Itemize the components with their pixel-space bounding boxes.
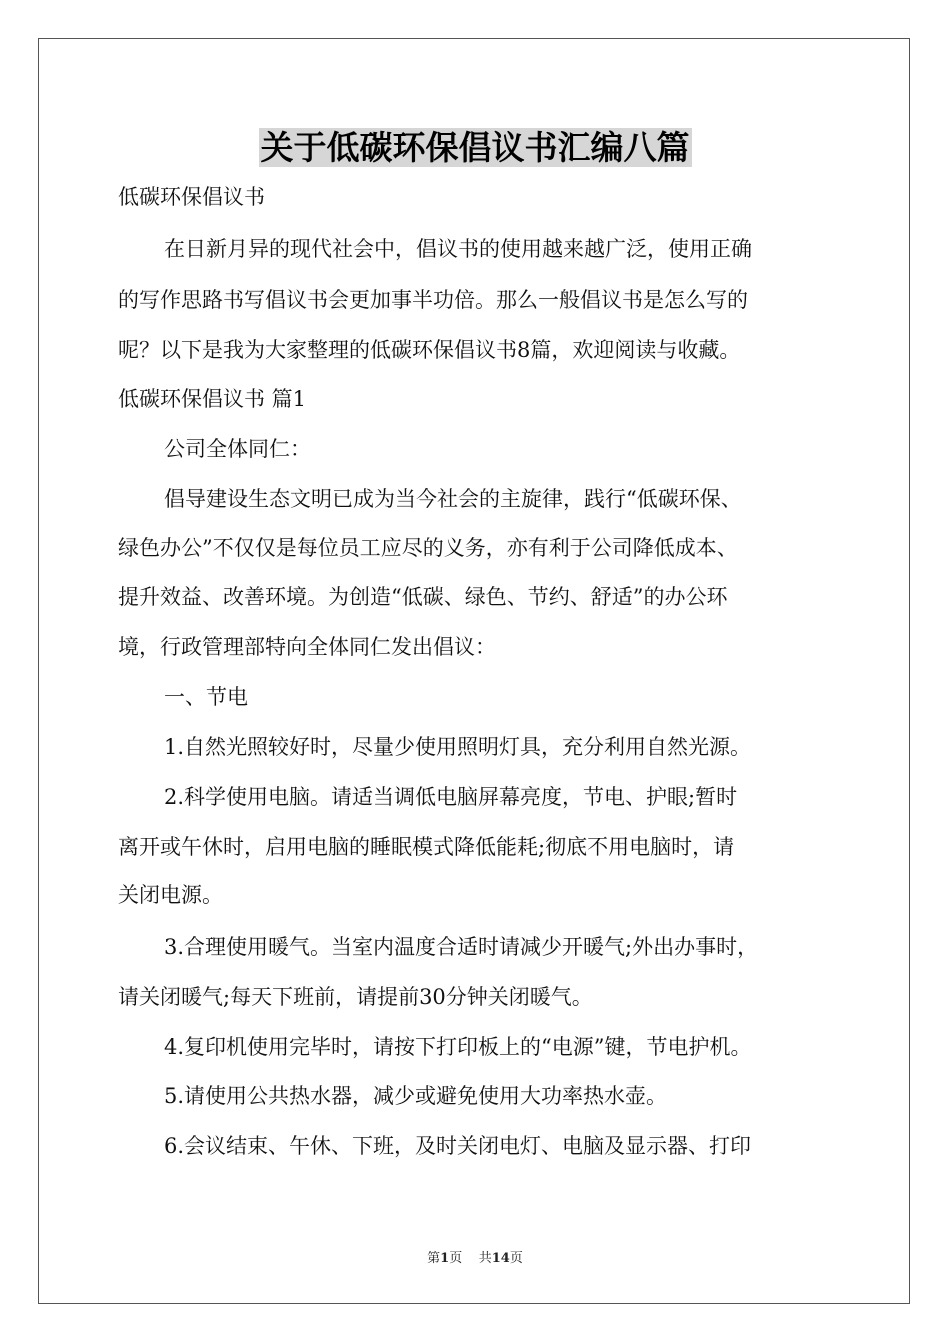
paragraph-line: 2.科学使用电脑。请适当调低电脑屏幕亮度，节电、护眼;暂时 xyxy=(164,785,738,809)
paragraph-line: 3.合理使用暖气。当室内温度合适时请减少开暖气;外出办事时， xyxy=(164,935,759,959)
paragraph-line: 离开或午休时，启用电脑的睡眠模式降低能耗;彻底不用电脑时，请 xyxy=(118,835,735,859)
paragraph-line: 4.复印机使用完毕时，请按下打印板上的“电源”键，节电护机。 xyxy=(164,1035,752,1059)
paragraph-line: 1.自然光照较好时，尽量少使用照明灯具，充分利用自然光源。 xyxy=(164,735,752,759)
total-prefix: 共 xyxy=(478,1251,492,1266)
page-border xyxy=(38,38,910,1304)
page-number: 1 xyxy=(440,1251,450,1266)
paragraph-line: 5.请使用公共热水器，减少或避免使用大功率热水壶。 xyxy=(164,1084,668,1108)
page-footer xyxy=(0,1247,950,1266)
paragraph-line: 低碳环保倡议书 xyxy=(118,185,265,209)
paragraph-line: 请关闭暖气;每天下班前，请提前30分钟关闭暖气。 xyxy=(118,985,593,1009)
paragraph-line: 低碳环保倡议书 篇1 xyxy=(118,387,307,411)
page-total: 14 xyxy=(491,1251,510,1266)
document-title xyxy=(0,124,950,172)
title-text: 关于低碳环保倡议书汇编八篇 xyxy=(260,128,690,167)
page-unit: 页 xyxy=(449,1251,463,1266)
paragraph-line: 绿色办公”不仅仅是每位员工应尽的义务，亦有利于公司降低成本、 xyxy=(118,536,738,560)
paragraph-line: 境，行政管理部特向全体同仁发出倡议： xyxy=(118,635,496,659)
paragraph-line: 关闭电源。 xyxy=(118,883,223,907)
paragraph-line: 的写作思路书写倡议书会更加事半功倍。那么一般倡议书是怎么写的 xyxy=(118,288,748,312)
paragraph-line: 公司全体同仁： xyxy=(164,437,311,461)
paragraph-line: 6.会议结束、午休、下班，及时关闭电灯、电脑及显示器、打印 xyxy=(164,1134,752,1158)
paragraph-line: 提升效益、改善环境。为创造“低碳、绿色、节约、舒适”的办公环 xyxy=(118,585,728,609)
page-prefix: 第 xyxy=(427,1251,441,1266)
paragraph-line: 倡导建设生态文明已成为当今社会的主旋律，践行“低碳环保、 xyxy=(164,487,742,511)
paragraph-line: 在日新月异的现代社会中，倡议书的使用越来越广泛，使用正确 xyxy=(164,237,752,261)
paragraph-line: 呢？以下是我为大家整理的低碳环保倡议书8篇，欢迎阅读与收藏。 xyxy=(118,338,741,362)
paragraph-line: 一、节电 xyxy=(164,685,248,709)
total-unit: 页 xyxy=(509,1251,523,1266)
